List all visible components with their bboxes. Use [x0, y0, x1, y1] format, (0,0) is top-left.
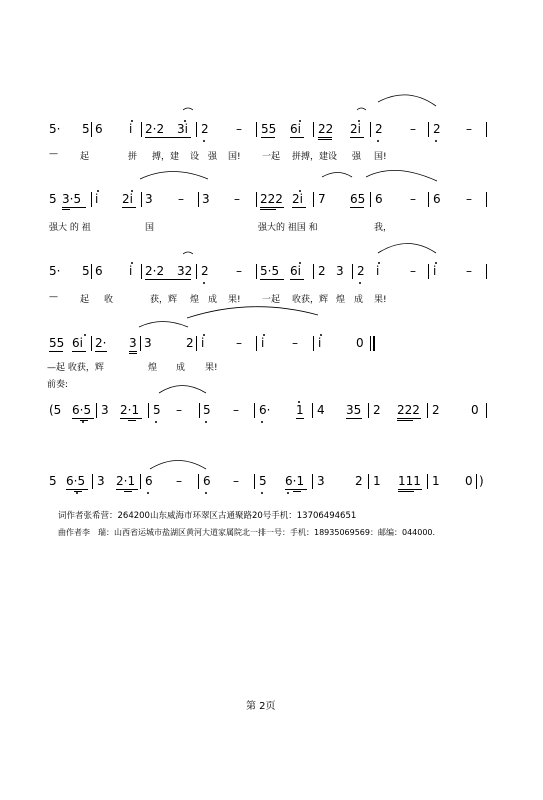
final-bar-line — [373, 336, 375, 351]
bar-line — [428, 264, 429, 279]
note: 5· — [49, 122, 61, 136]
bar-line — [256, 264, 257, 279]
lyric: 搏，建 — [152, 152, 180, 162]
bar-line — [256, 336, 257, 351]
bar-line — [486, 403, 487, 418]
note: 0 — [465, 474, 473, 488]
note: 3 — [129, 336, 137, 350]
bar-line — [313, 264, 314, 279]
note: 2i — [292, 192, 303, 206]
note: – — [236, 122, 242, 136]
note: 6 — [375, 192, 383, 206]
bar-line — [141, 192, 142, 207]
note: i — [95, 192, 99, 206]
score-row-4-notes — [0, 336, 543, 356]
note: 2 — [432, 403, 440, 417]
note: 6· — [259, 403, 271, 417]
lyric: 成 — [354, 295, 364, 305]
note: 5 — [49, 192, 57, 206]
note: 3 — [317, 474, 325, 488]
note: 5 — [49, 474, 57, 488]
note: i — [261, 336, 265, 350]
note: 5 — [153, 403, 161, 417]
bar-line — [352, 264, 353, 279]
score-row-1-notes — [0, 122, 543, 142]
bar-line — [428, 122, 429, 137]
lyric: 拼 — [128, 152, 138, 162]
note: 2 — [201, 264, 209, 278]
lyric: 获，辉 — [150, 295, 178, 305]
lyric: 我， — [374, 223, 393, 233]
note: 2 — [186, 336, 194, 350]
lyric: 拼搏，建设 — [292, 152, 338, 162]
note: 2i — [350, 122, 361, 136]
lyric: 起 — [80, 295, 90, 305]
bar-line — [313, 192, 314, 207]
note: – — [410, 122, 416, 136]
lyric: — — [49, 292, 58, 302]
note: 6·5 — [66, 474, 86, 488]
lyric: 国 — [145, 223, 155, 233]
note: (5 — [49, 403, 62, 417]
note: 3 — [144, 336, 152, 350]
note: 5· — [49, 264, 61, 278]
note: 0 — [356, 336, 364, 350]
bar-line — [313, 336, 314, 351]
lyric: 起 — [80, 152, 90, 162]
note: – — [466, 264, 472, 278]
note: 6 — [203, 474, 211, 488]
note: – — [176, 474, 182, 488]
note: 111 — [398, 474, 421, 488]
note: 3i — [177, 122, 188, 136]
lyric: 收 — [104, 295, 114, 305]
note: 55 — [261, 122, 277, 136]
note: i — [318, 336, 322, 350]
bar-line — [428, 192, 429, 207]
bar-line — [196, 122, 197, 137]
lyric: 煌 — [190, 295, 200, 305]
bar-line — [256, 122, 257, 137]
note: 35 — [346, 403, 362, 417]
bar-line — [198, 192, 199, 207]
note: – — [233, 474, 239, 488]
note: 2 — [201, 122, 209, 136]
bar-line — [91, 192, 92, 207]
lyric: 收获，辉 — [292, 295, 329, 305]
note: 5 — [82, 264, 90, 278]
lyric: 国! — [374, 152, 387, 162]
note: i — [433, 264, 437, 278]
score-row-5-notes — [0, 403, 543, 423]
bar-line — [140, 474, 141, 489]
note: 2 — [318, 264, 326, 278]
note: 6·5 — [72, 403, 92, 417]
bar-line — [427, 474, 428, 489]
note: 6 — [145, 474, 153, 488]
lyric: 果! — [374, 295, 387, 305]
composer-credit: 曲作者李 瑞：山西省运城市盐湖区黄河大道家属院北一排一号：手机：18935069569：邮编：044000. — [58, 528, 436, 537]
bar-line — [256, 192, 257, 207]
note: 32 — [177, 264, 193, 278]
bar-line — [140, 336, 141, 351]
bar-line — [196, 336, 197, 351]
bar-line — [486, 122, 487, 137]
lyric: 一起 — [262, 152, 281, 162]
note: 6i — [290, 122, 301, 136]
bar-line — [141, 264, 142, 279]
note: 7 — [318, 192, 326, 206]
note: – — [236, 336, 242, 350]
note: i — [129, 122, 133, 136]
lyric: 强大 的 祖 — [49, 223, 91, 233]
bar-line — [254, 474, 255, 489]
lyric: — — [49, 149, 58, 159]
note: 5 — [203, 403, 211, 417]
note: – — [234, 192, 240, 206]
lyric: 强大的 祖国 和 — [258, 223, 318, 233]
bar-line — [312, 403, 313, 418]
note: – — [292, 336, 298, 350]
note: 5·5 — [260, 264, 280, 278]
lyric: 成 — [176, 363, 186, 373]
score-row-2-notes — [0, 192, 543, 212]
lyricist-credit: 词作者张希营：264200山东威海市环翠区古通聚路20号手机：13706494651 — [58, 511, 357, 521]
bar-line — [91, 122, 92, 137]
note: 2·1 — [116, 474, 136, 488]
note: – — [178, 192, 184, 206]
score-row-3-notes — [0, 264, 543, 284]
note: 222 — [260, 192, 283, 206]
bar-line — [196, 264, 197, 279]
note: 2·1 — [120, 403, 140, 417]
note: 1 — [432, 474, 440, 488]
note: 2· — [95, 336, 107, 350]
note: – — [176, 403, 182, 417]
note: i — [376, 264, 380, 278]
bar-line — [370, 192, 371, 207]
lyric: 设 — [190, 152, 200, 162]
note: 6i — [290, 264, 301, 278]
score-row-1-lyrics — [0, 149, 543, 169]
score-row-3-lyrics — [0, 292, 543, 312]
bar-line — [370, 122, 371, 137]
score-row-2-lyrics — [0, 220, 543, 240]
note: 2 — [373, 403, 381, 417]
lyric: 一起 — [262, 295, 281, 305]
bar-line — [91, 264, 92, 279]
note: i — [129, 264, 133, 278]
note: 5 — [259, 474, 267, 488]
note: 2 — [433, 122, 441, 136]
bar-line — [368, 403, 369, 418]
note: 6 — [433, 192, 441, 206]
score-row-4-lyrics — [0, 360, 543, 380]
note: 3 — [97, 474, 105, 488]
note: – — [466, 122, 472, 136]
note: 3 — [336, 264, 344, 278]
note: – — [466, 192, 472, 206]
note: 2 — [375, 122, 383, 136]
bar-line — [199, 403, 200, 418]
bar-line — [476, 474, 477, 489]
bar-line — [370, 336, 371, 351]
note: 3 — [101, 403, 109, 417]
note: 2i — [122, 192, 133, 206]
note: 22 — [318, 122, 334, 136]
bar-line — [91, 336, 92, 351]
lyric: 国! — [228, 152, 241, 162]
note: 222 — [397, 403, 420, 417]
note: 1 — [373, 474, 381, 488]
note: 6 — [95, 122, 103, 136]
bar-line — [254, 403, 255, 418]
bar-line — [92, 474, 93, 489]
lyric: 煌 — [336, 295, 346, 305]
note: 3 — [145, 192, 153, 206]
note: 4 — [317, 403, 325, 417]
note: 6·1 — [285, 474, 305, 488]
bar-line — [312, 474, 313, 489]
bar-line — [96, 403, 97, 418]
lyric: 煌 — [148, 363, 158, 373]
note: i — [201, 336, 205, 350]
note: 55 — [49, 336, 65, 350]
page-number: 第 2页 — [246, 701, 276, 712]
note: 1 — [296, 403, 304, 417]
note: 6 — [95, 264, 103, 278]
lyric: 果! — [228, 295, 241, 305]
lyric: 成 — [208, 295, 218, 305]
note: 2·2 — [145, 264, 165, 278]
bar-line — [368, 474, 369, 489]
note: 6i — [72, 336, 83, 350]
note: 3·5 — [62, 192, 82, 206]
lyric: 强 — [352, 152, 362, 162]
lyric: 强 — [208, 152, 218, 162]
bar-line — [486, 192, 487, 207]
note: 2 — [355, 474, 363, 488]
note: 3 — [202, 192, 210, 206]
bar-line — [486, 264, 487, 279]
score-row-6-notes — [0, 474, 543, 494]
note: – — [410, 192, 416, 206]
note: – — [236, 264, 242, 278]
note: – — [233, 403, 239, 417]
lyric: —起 收获，辉 — [47, 363, 104, 373]
bar-line — [427, 403, 428, 418]
note: 2·2 — [145, 122, 165, 136]
bar-line — [141, 122, 142, 137]
note: 5 — [82, 122, 90, 136]
bar-line — [313, 122, 314, 137]
bar-line — [148, 403, 149, 418]
note: 65 — [350, 192, 366, 206]
note: ) — [479, 474, 484, 488]
note: – — [410, 264, 416, 278]
bar-line — [198, 474, 199, 489]
lyric: 果! — [205, 363, 218, 373]
note: 2 — [357, 264, 365, 278]
prelude-label: 前奏: — [47, 380, 69, 390]
note: 0 — [471, 403, 479, 417]
